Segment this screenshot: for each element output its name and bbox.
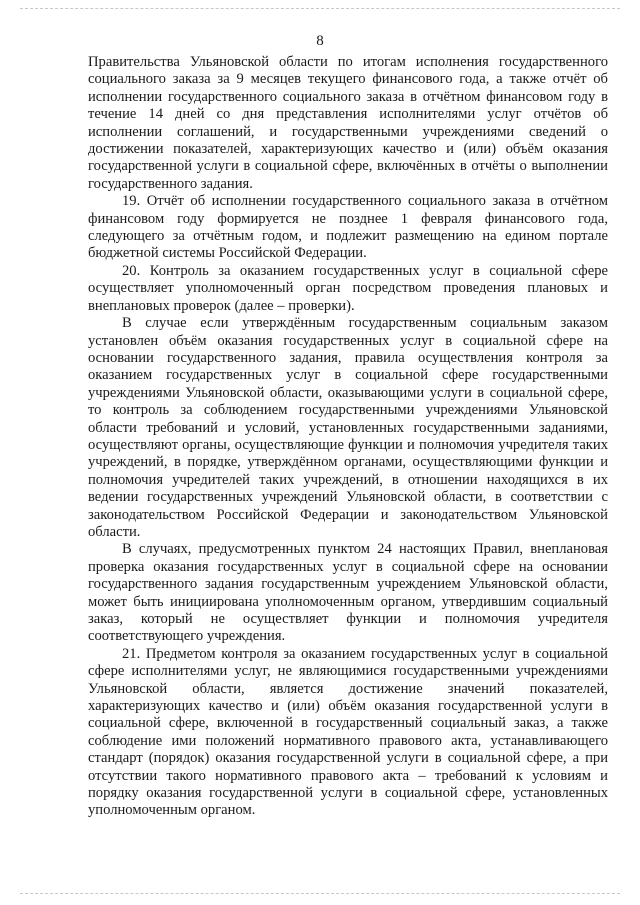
scan-edge-top: [20, 8, 620, 9]
document-body: [88, 54, 608, 820]
page-number: 8: [316, 33, 324, 49]
scan-edge-bottom: [20, 893, 620, 894]
paragraph-20: 20. Контроль за оказанием государственных услуг в социальной сфере осуществляет уполномоченный орган посредством проведения плановых и внеплановых проверок (далее – проверки).: [88, 262, 608, 314]
paragraph-21: 21. Предметом контроля за оказанием государственных услуг в социальной сфере исполнителями услуг, не являющимися государственными учреждениями Ульяновской области, является достижение значений показателей, характеризующих качество и (или) объём оказания государственной услуги в социальной сфере, включенной в государственный социальный заказ, а также соблюдение ими положений нормативного правового акта, устанавливающего стандарт (порядок) оказания государственной услуги в социальной сфере, а при отсутствии такого нормативного правового акта – требований к условиям и порядку оказания государственной услуги в социальной сфере, установленных уполномоченным органом.: [88, 645, 608, 819]
paragraph-20-state-order: В случае если утверждённым государственным социальным заказом установлен объём оказания государственных услуг в социальной сфере на основании государственного задания, правила осуществления контроля за оказанием государственных услуг в социальной сфере государственными учреждениями Ульяновской области, оказывающими услуги в социальной сфере, то контроль за соблюдением государственными учреждениями Ульяновской области требований и условий, установленных государственными заданиями, осуществляют органы, осуществляющие функции и полномочия учредителя таких учреждений, в порядке, утверждённом органами, осуществляющими функции и полномочия учредителей таких учреждений, в отношении находящихся в их ведении государственных учреждений Ульяновской области, в соответствии с законодательством Российской Федерации и законодательством Ульяновской области.: [88, 315, 608, 540]
paragraph-20-unscheduled-inspection: В случаях, предусмотренных пунктом 24 настоящих Правил, внеплановая проверка оказания государственных услуг в социальной сфере на основании государственного задания государственным учреждением Ульяновской области, может быть инициирована уполномоченным органом, утвердившим социальный заказ, который не осуществляет функции и полномочия учредителя соответствующего учреждения.: [88, 541, 608, 645]
paragraph-continuation: Правительства Ульяновской области по итогам исполнения государственного социального заказа за 9 месяцев текущего финансового года, а также отчёт об исполнении государственного социального заказа в отчётном финансовом году в течение 14 дней со дня представления исполнителями услуг отчётов об исполнении соглашений, и государственными учреждениями сведений о достижении показателей, характеризующих качество и (или) объём оказания государственной услуги в социальной сфере, включённых в отчёты о выполнении государственного задания.: [88, 54, 608, 192]
paragraph-19: 19. Отчёт об исполнении государственного социального заказа в отчётном финансовом году формируется не позднее 1 февраля финансового года, следующего за отчётным годом, и подлежит размещению на едином портале бюджетной системы Российской Федерации.: [88, 193, 608, 262]
